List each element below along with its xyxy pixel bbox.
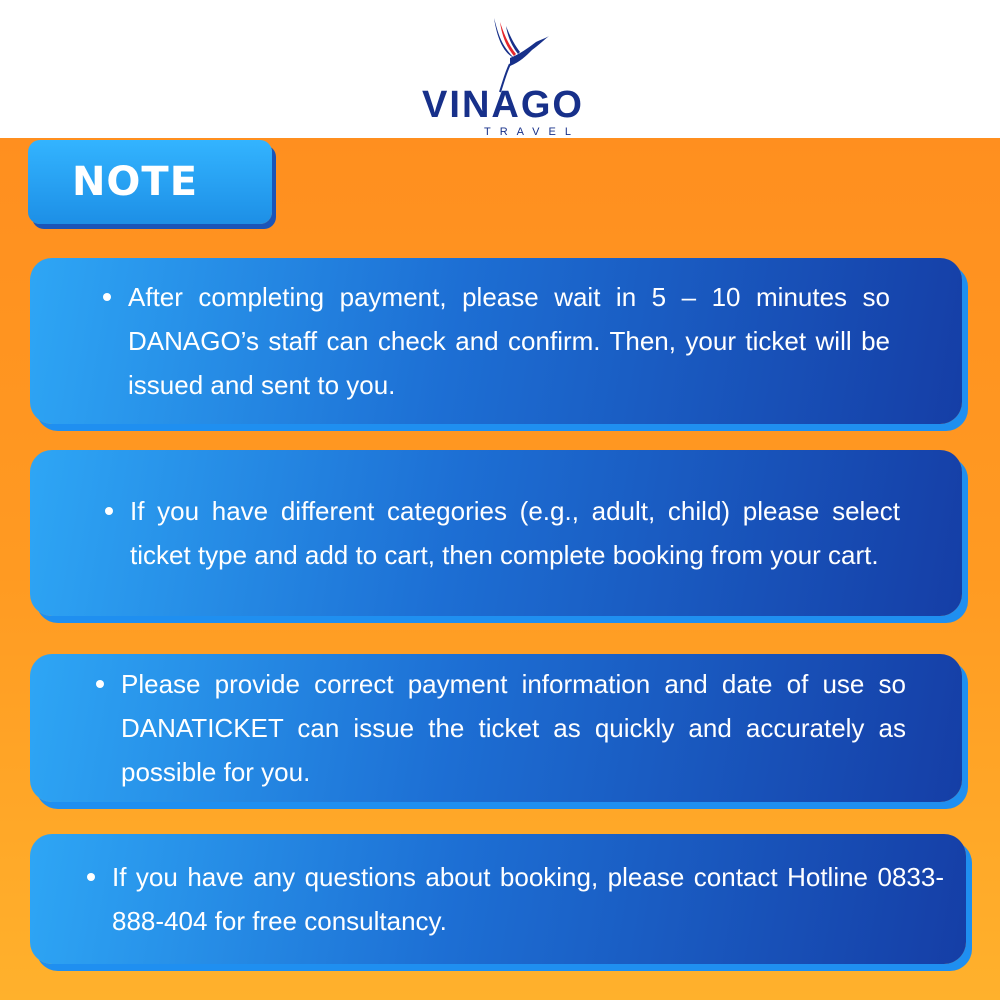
note-list: [128, 275, 890, 407]
logo-tagline: TRAVEL: [484, 126, 580, 138]
note-card: [30, 450, 962, 616]
note-list: [112, 855, 944, 943]
note-item-text: After completing payment, please wait in 5 – 10 minutes so DANAGO’s staff can check and confirm. Then, your ticket will be issued and sent to you.: [128, 282, 890, 400]
note-list: [121, 662, 906, 794]
note-item: [112, 855, 944, 943]
crane-bird-icon: [470, 14, 550, 94]
logo-wordmark: VINAGO: [422, 84, 584, 126]
bullet-icon: [105, 507, 113, 515]
note-item: [128, 275, 890, 407]
note-card: [30, 258, 962, 424]
bullet-icon: [96, 680, 104, 688]
note-card: [30, 834, 966, 964]
note-list: [130, 489, 900, 577]
note-item-text: Please provide correct payment information and date of use so DANATICKET can issue the ticket as quickly and accurately as possible for you.: [121, 669, 906, 787]
note-card: [30, 654, 962, 802]
note-item: [121, 662, 906, 794]
bullet-icon: [103, 293, 111, 301]
note-item-text: If you have any questions about booking, please contact Hotline 0833-888-404 for free consultancy.: [112, 862, 944, 936]
note-title: NOTE: [71, 159, 199, 205]
note-tab: [28, 140, 272, 224]
bullet-icon: [87, 873, 95, 881]
brand-logo: [378, 14, 628, 138]
note-item-text: If you have different categories (e.g., adult, child) please select ticket type and add to cart, then complete booking from your cart.: [130, 496, 900, 570]
note-item: [130, 489, 900, 577]
header: [0, 0, 1000, 138]
